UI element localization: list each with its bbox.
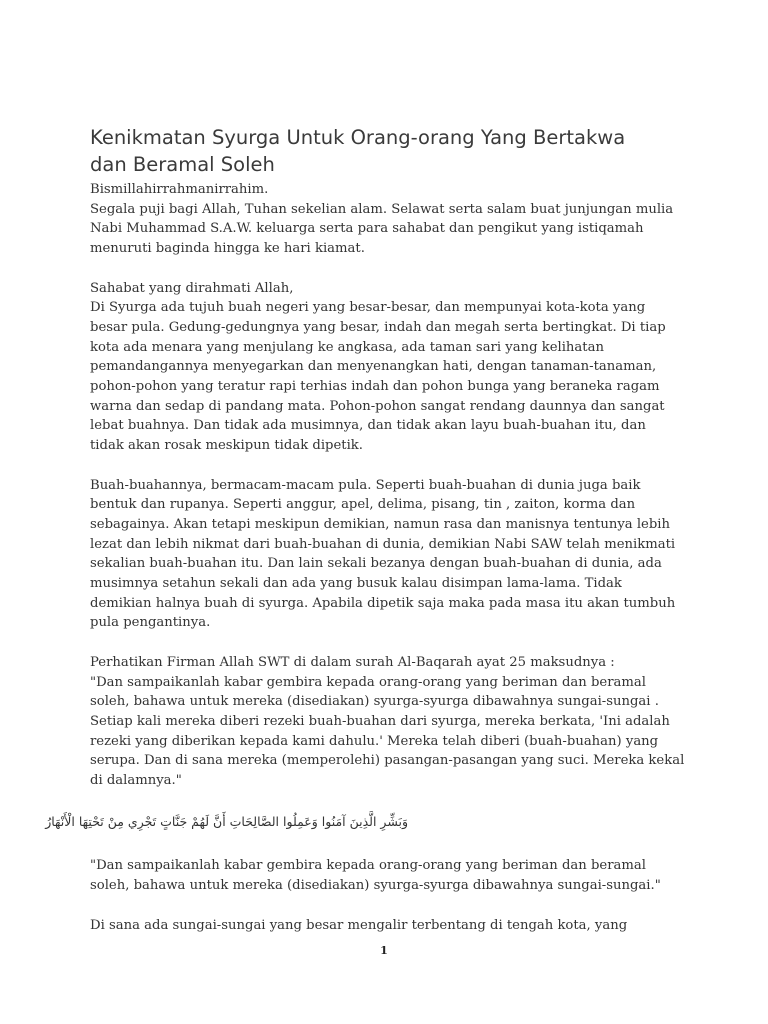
text-line: serupa. Dan di sana mereka (memperolehi) pasangan-pasangan yang suci. Mereka kekal [90, 753, 685, 769]
text-line: bentuk dan rupanya. Seperti anggur, apel, delima, pisang, tin , zaiton, korma dan [90, 497, 636, 513]
fruits-paragraph [90, 476, 686, 634]
text-line: pula pengantinya. [90, 615, 211, 631]
rivers-paragraph [90, 916, 686, 936]
text-line: musimnya setahun sekali dan ada yang busuk kalau disimpan lama-lama. Tidak [90, 576, 622, 592]
page-number: 1 [380, 944, 388, 957]
text-line: Segala puji bagi Allah, Tuhan sekelian alam. Selawat serta salam buat junjungan mulia [90, 201, 674, 217]
quran-quote-paragraph [90, 653, 686, 791]
title-line: dan Beramal Soleh [90, 153, 275, 176]
text-line: sekalian buah-buahan itu. Dan lain sekali bezanya dengan buah-buahan di dunia, ada [90, 556, 662, 572]
text-line: Nabi Muhammad S.A.W. keluarga serta para sahabat dan pengikut yang istiqamah [90, 221, 644, 237]
text-line: Bismillahirrahmanirrahim. [90, 182, 269, 197]
text-line: kota ada menara yang menjulang ke angkasa, ada taman sari yang kelihatan [90, 339, 604, 355]
text-line: "Dan sampaikanlah kabar gembira kepada orang-orang yang beriman dan beramal [90, 674, 646, 690]
text-line: pohon-pohon yang teratur rapi terhias indah dan pohon bunga yang beraneka ragam [90, 379, 660, 395]
text-line: "Dan sampaikanlah kabar gembira kepada orang-orang yang beriman dan beramal [90, 858, 646, 874]
text-line: di dalamnya." [90, 773, 182, 789]
text-line: Sahabat yang dirahmati Allah, [90, 280, 294, 296]
text-line: demikian halnya buah di syurga. Apabila dipetik saja maka pada masa itu akan tumbuh [90, 595, 676, 611]
text-line: lezat dan lebih nikmat dari buah-buahan di dunia, demikian Nabi SAW telah menikmati [90, 536, 676, 552]
text-line: soleh, bahawa untuk mereka (disediakan) syurga-syurga dibawahnya sungai-sungai." [90, 878, 661, 894]
text-line: Di sana ada sungai-sungai yang besar mengalir terbentang di tengah kota, yang [90, 917, 628, 933]
translation-paragraph [90, 856, 686, 895]
document-title [90, 124, 686, 178]
text-line: Buah-buahannya, bermacam-macam pula. Seperti buah-buahan di dunia juga baik [90, 477, 641, 493]
intro-paragraph [90, 180, 686, 259]
text-line: warna dan sedap di pandang mata. Pohon-pohon sangat rendang daunnya dan sangat [90, 398, 665, 414]
arabic-verse: وَبَشِّرِ الَّذِينَ آمَنُوا وَعَمِلُوا الصَّالِحَاتِ أَنَّ لَهُمْ جَنَّاتٍ تَجْرِي مِنْ تَحْتِهَا الْأَنْهَارُ [45, 814, 408, 830]
syurga-description-paragraph [90, 279, 686, 456]
text-line: pemandangannya menyegarkan dan menyenangkan hati, dengan tanaman-tanaman, [90, 359, 657, 375]
text-line: Setiap kali mereka diberi rezeki buah-buahan dari syurga, mereka berkata, 'Ini adalah [90, 713, 670, 729]
text-line: rezeki yang diberikan kepada kami dahulu.' Mereka telah diberi (buah-buahan) yang [90, 733, 659, 749]
text-line: besar pula. Gedung-gedungnya yang besar, indah dan megah serta bertingkat. Di tiap [90, 319, 666, 335]
title-line: Kenikmatan Syurga Untuk Orang-orang Yang Bertakwa [90, 126, 626, 149]
text-line: menuruti baginda hingga ke hari kiamat. [90, 241, 365, 257]
text-line: lebat buahnya. Dan tidak ada musimnya, dan tidak akan layu buah-buahan itu, dan [90, 418, 646, 434]
text-line: Perhatikan Firman Allah SWT di dalam surah Al-Baqarah ayat 25 maksudnya : [90, 654, 615, 670]
text-line: soleh, bahawa untuk mereka (disediakan) syurga-syurga dibawahnya sungai-sungai . [90, 694, 659, 710]
text-line: Di Syurga ada tujuh buah negeri yang besar-besar, dan mempunyai kota-kota yang [90, 300, 646, 316]
text-line: tidak akan rosak meskipun tidak dipetik. [90, 438, 363, 454]
text-line: sebagainya. Akan tetapi meskipun demikian, namun rasa dan manisnya tentunya lebih [90, 516, 671, 532]
document-page [45, 124, 686, 955]
